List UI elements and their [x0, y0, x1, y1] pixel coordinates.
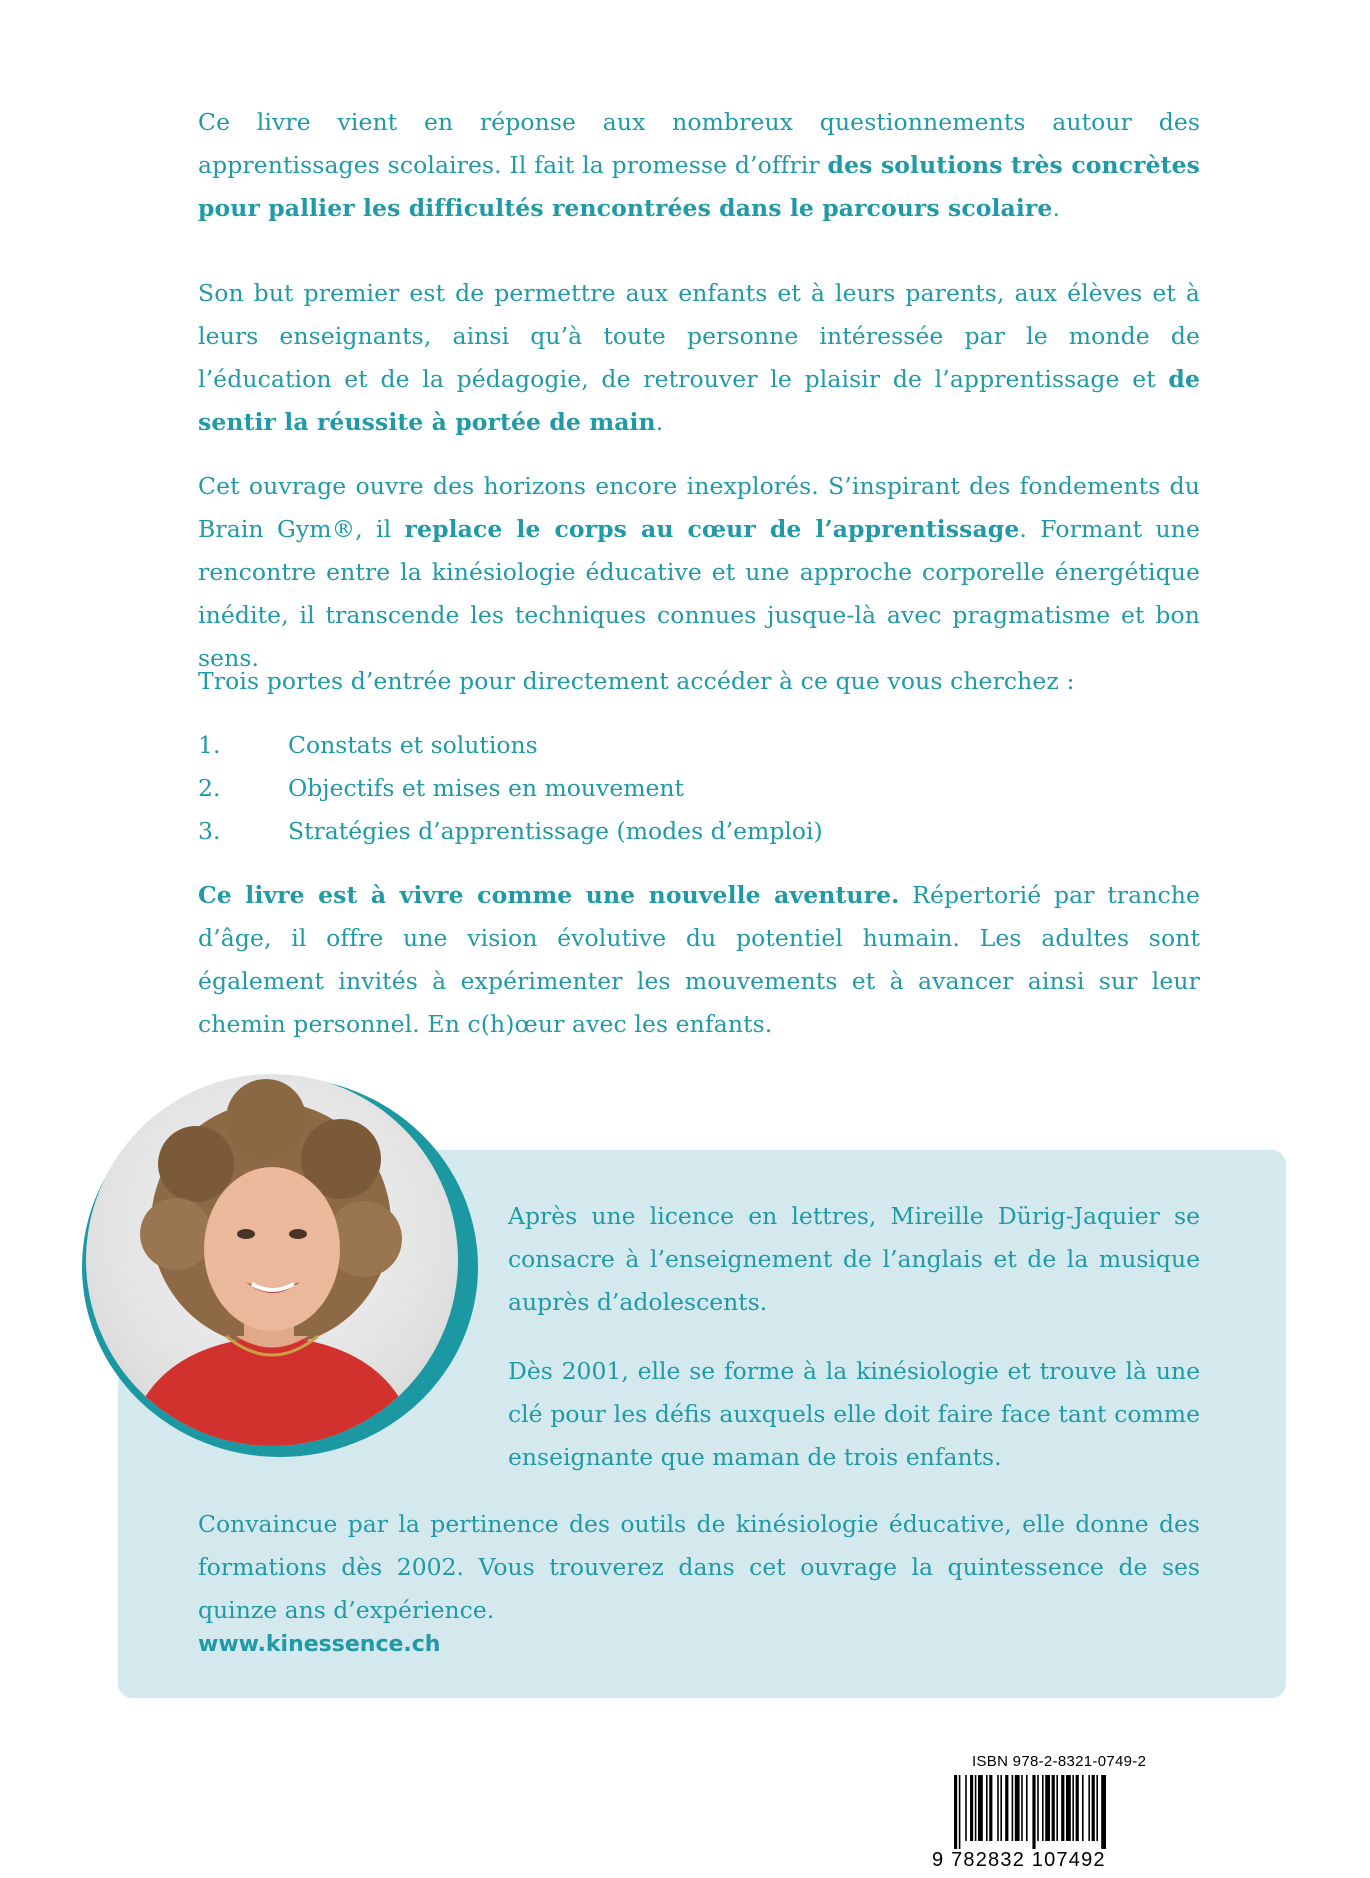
- barcode: [954, 1775, 1184, 1849]
- barcode-bar: [989, 1775, 992, 1841]
- barcode-bar: [1012, 1775, 1014, 1841]
- barcode-bar: [1096, 1775, 1098, 1841]
- bio-paragraph-2: Dès 2001, elle se forme à la kinésiologie et trouve là une clé pour les défis auxquels elle doit faire face tant comme enseignante que maman de trois enfants.: [508, 1357, 1200, 1471]
- entry-points-list: [198, 724, 1200, 853]
- list-item: 2. Objectifs et mises en mouvement: [198, 774, 685, 802]
- barcode-bar: [1076, 1775, 1079, 1841]
- barcode-bar: [1072, 1775, 1074, 1841]
- barcode-bar: [1045, 1775, 1050, 1841]
- list-item: 1. Constats et solutions: [198, 731, 538, 759]
- barcode-bar: [959, 1775, 961, 1849]
- intro-highlight-5: Ce livre est à vivre comme une nouvelle aventure.: [198, 881, 900, 909]
- barcode-bar: [986, 1775, 988, 1841]
- barcode-bar: [997, 1775, 999, 1841]
- barcode-bar: [978, 1775, 983, 1841]
- barcode-bar: [1042, 1775, 1044, 1841]
- list-item: 3. Stratégies d’apprentissage (modes d’emploi): [198, 817, 823, 845]
- intro-paragraph-2: Son but premier est de permettre aux enfants et à leurs parents, aux élèves et à leurs enseignants, ainsi qu’à toute personne intéressée par le monde de l’éducation et de la pédagogie, de retrouver le plaisir de l’apprentissage et de sentir la réussite à portée de main.: [198, 279, 1200, 436]
- intro-paragraph-1: Ce livre vient en réponse aux nombreux questionnements autour des apprentissages scolaires. Il fait la promesse d’offrir des solutions très concrètes pour pallier les difficultés rencontrées dans le parcours scolaire.: [198, 108, 1200, 222]
- barcode-digits: 9 782832 107492: [932, 1849, 1106, 1871]
- barcode-bar: [1056, 1775, 1058, 1841]
- barcode-bar: [970, 1775, 973, 1841]
- intro-paragraph-5: Ce livre est à vivre comme une nouvelle aventure. Répertorié par tranche d’âge, il offre une vision évolutive du potentiel humain. Les adultes sont également invités à expérimenter les mouvements et à avancer ainsi sur leur chemin personnel. En c(h)œur avec les enfants.: [198, 881, 1200, 1038]
- intro-highlight-3: replace le corps au cœur de l’apprentissage: [404, 515, 1020, 543]
- barcode-bar: [1037, 1775, 1039, 1841]
- intro-highlight-1: des solutions très concrètes pour pallier les difficultés rencontrées dans le parcours scolaire: [198, 151, 1200, 222]
- barcode-bar: [1026, 1775, 1028, 1841]
- barcode-bar: [1066, 1775, 1071, 1841]
- barcode-bar: [1088, 1775, 1090, 1841]
- barcode-bar: [1000, 1775, 1002, 1841]
- barcode-bar: [954, 1775, 957, 1849]
- barcode-bar: [1015, 1775, 1020, 1841]
- intro-highlight-2: de sentir la réussite à portée de main: [198, 365, 1200, 436]
- barcode-bar: [1005, 1775, 1008, 1841]
- barcode-bar: [975, 1775, 977, 1841]
- barcode-bar: [1032, 1775, 1035, 1849]
- author-photo: [86, 1074, 458, 1446]
- barcode-bar: [1082, 1775, 1084, 1841]
- barcode-bar: [1061, 1775, 1064, 1841]
- intro-paragraph-4: Trois portes d’entrée pour directement accéder à ce que vous cherchez :: [198, 667, 1075, 695]
- barcode-bar: [1021, 1775, 1023, 1841]
- bio-paragraph-1: Après une licence en lettres, Mireille Dürig-Jaquier se consacre à l’enseignement de l’anglais et de la musique auprès d’adolescents.: [508, 1202, 1200, 1316]
- barcode-bar: [965, 1775, 967, 1841]
- bio-paragraph-3: Convaincue par la pertinence des outils de kinésiologie éducative, elle donne des formations dès 2002. Vous trouverez dans cet ouvrage la quintessence de ses quinze ans d’expérience.: [198, 1510, 1200, 1624]
- isbn-label: ISBN 978-2-8321-0749-2: [972, 1753, 1147, 1770]
- website-link[interactable]: www.kinessence.ch: [198, 1632, 441, 1657]
- barcode-bar: [1101, 1775, 1106, 1849]
- barcode-bar: [1052, 1775, 1055, 1841]
- barcode-bar: [1092, 1775, 1095, 1841]
- intro-paragraph-3: Cet ouvrage ouvre des horizons encore inexplorés. S’inspirant des fondements du Brain Gym®, il replace le corps au cœur de l’apprentissage. Formant une rencontre entre la kinésiologie éducative et une approche corporelle énergétique inédite, il transcende les techniques connues jusque-là avec pragmatisme et bon sens.: [198, 472, 1200, 672]
- isbn-barcode-block: [932, 1749, 1202, 1874]
